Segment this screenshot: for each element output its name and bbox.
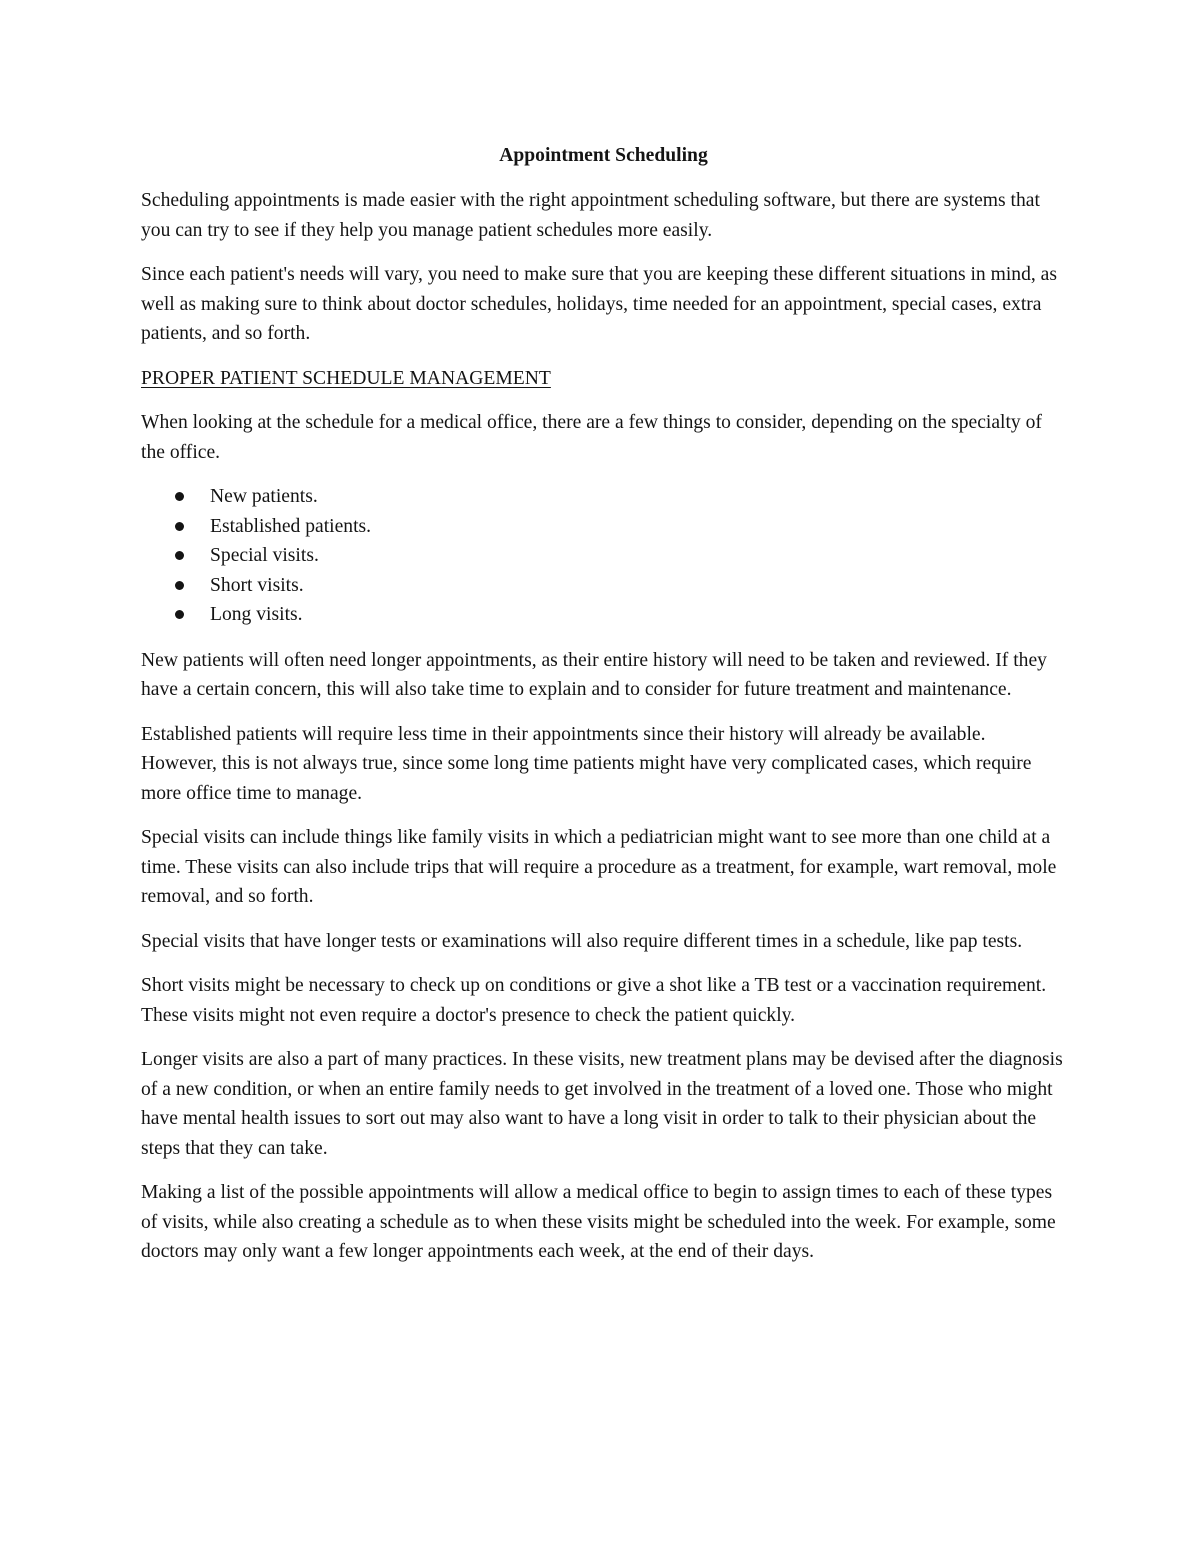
longer-visits-paragraph: Longer visits are also a part of many practices. In these visits, new treatment plans may be devised after the diagnosis of a new condition, or when an entire family needs to get involved in the treatment of a loved one. Those who might have mental health issues to sort out may also want to have a long visit in order to talk to their physician about the steps that they can take.	[141, 1049, 1063, 1159]
section-intro-paragraph: When looking at the schedule for a medical office, there are a few things to consider, depending on the specialty of the office.	[141, 412, 1042, 463]
bullet-icon	[175, 610, 184, 619]
new-patients-paragraph: New patients will often need longer appointments, as their entire history will need to be taken and reviewed. If they have a certain concern, this will also take time to explain and to consider for future treatment and maintenance.	[141, 649, 1047, 700]
list-item	[141, 541, 1066, 571]
intro-paragraph-2: Since each patient's needs will vary, you need to make sure that you are keeping these different situations in mind, as well as making sure to think about doctor schedules, holidays, time needed for an appointment, special cases, extra patients, and so forth.	[141, 264, 1058, 344]
established-patients-paragraph: Established patients will require less time in their appointments since their history will already be available. However, this is not always true, since some long time patients might have very complicated cases, which require more office time to manage.	[141, 723, 1032, 804]
intro-paragraph-1: Scheduling appointments is made easier with the right appointment scheduling software, but there are systems that you can try to see if they help you manage patient schedules more easily.	[141, 190, 1040, 241]
visit-types-list	[141, 482, 1066, 630]
document-title: Appointment Scheduling	[499, 145, 708, 166]
list-item-label: Short visits.	[210, 574, 304, 596]
bullet-icon	[175, 492, 184, 501]
bullet-icon	[175, 551, 184, 560]
list-item-label: Established patients.	[210, 515, 372, 537]
bullet-icon	[175, 522, 184, 531]
document-body	[141, 140, 1066, 1282]
section-heading: PROPER PATIENT SCHEDULE MANAGEMENT	[141, 367, 551, 389]
list-item	[141, 512, 1066, 542]
list-item	[141, 571, 1066, 601]
special-visits-paragraph: Special visits can include things like family visits in which a pediatrician might want to see more than one child at a time. These visits can also include trips that will require a procedure as a treatment, for example, wart removal, mole removal, and so forth.	[141, 827, 1057, 907]
bullet-icon	[175, 581, 184, 590]
list-item-label: New patients.	[210, 486, 318, 507]
special-visits-tests-paragraph: Special visits that have longer tests or examinations will also require different times in a schedule, like pap tests.	[141, 930, 1023, 952]
list-item-label: Special visits.	[210, 545, 319, 566]
list-item	[141, 482, 1066, 512]
short-visits-paragraph: Short visits might be necessary to check up on conditions or give a shot like a TB test or a vaccination requirement. These visits might not even require a doctor's presence to check the patient quickly.	[141, 975, 1047, 1026]
appointment-list-paragraph: Making a list of the possible appointments will allow a medical office to begin to assign times to each of these types of visits, while also creating a schedule as to when these visits might be scheduled into the week. For example, some doctors may only want a few longer appointments each week, at the end of their days.	[141, 1182, 1056, 1262]
list-item	[141, 600, 1066, 630]
list-item-label: Long visits.	[210, 604, 303, 625]
